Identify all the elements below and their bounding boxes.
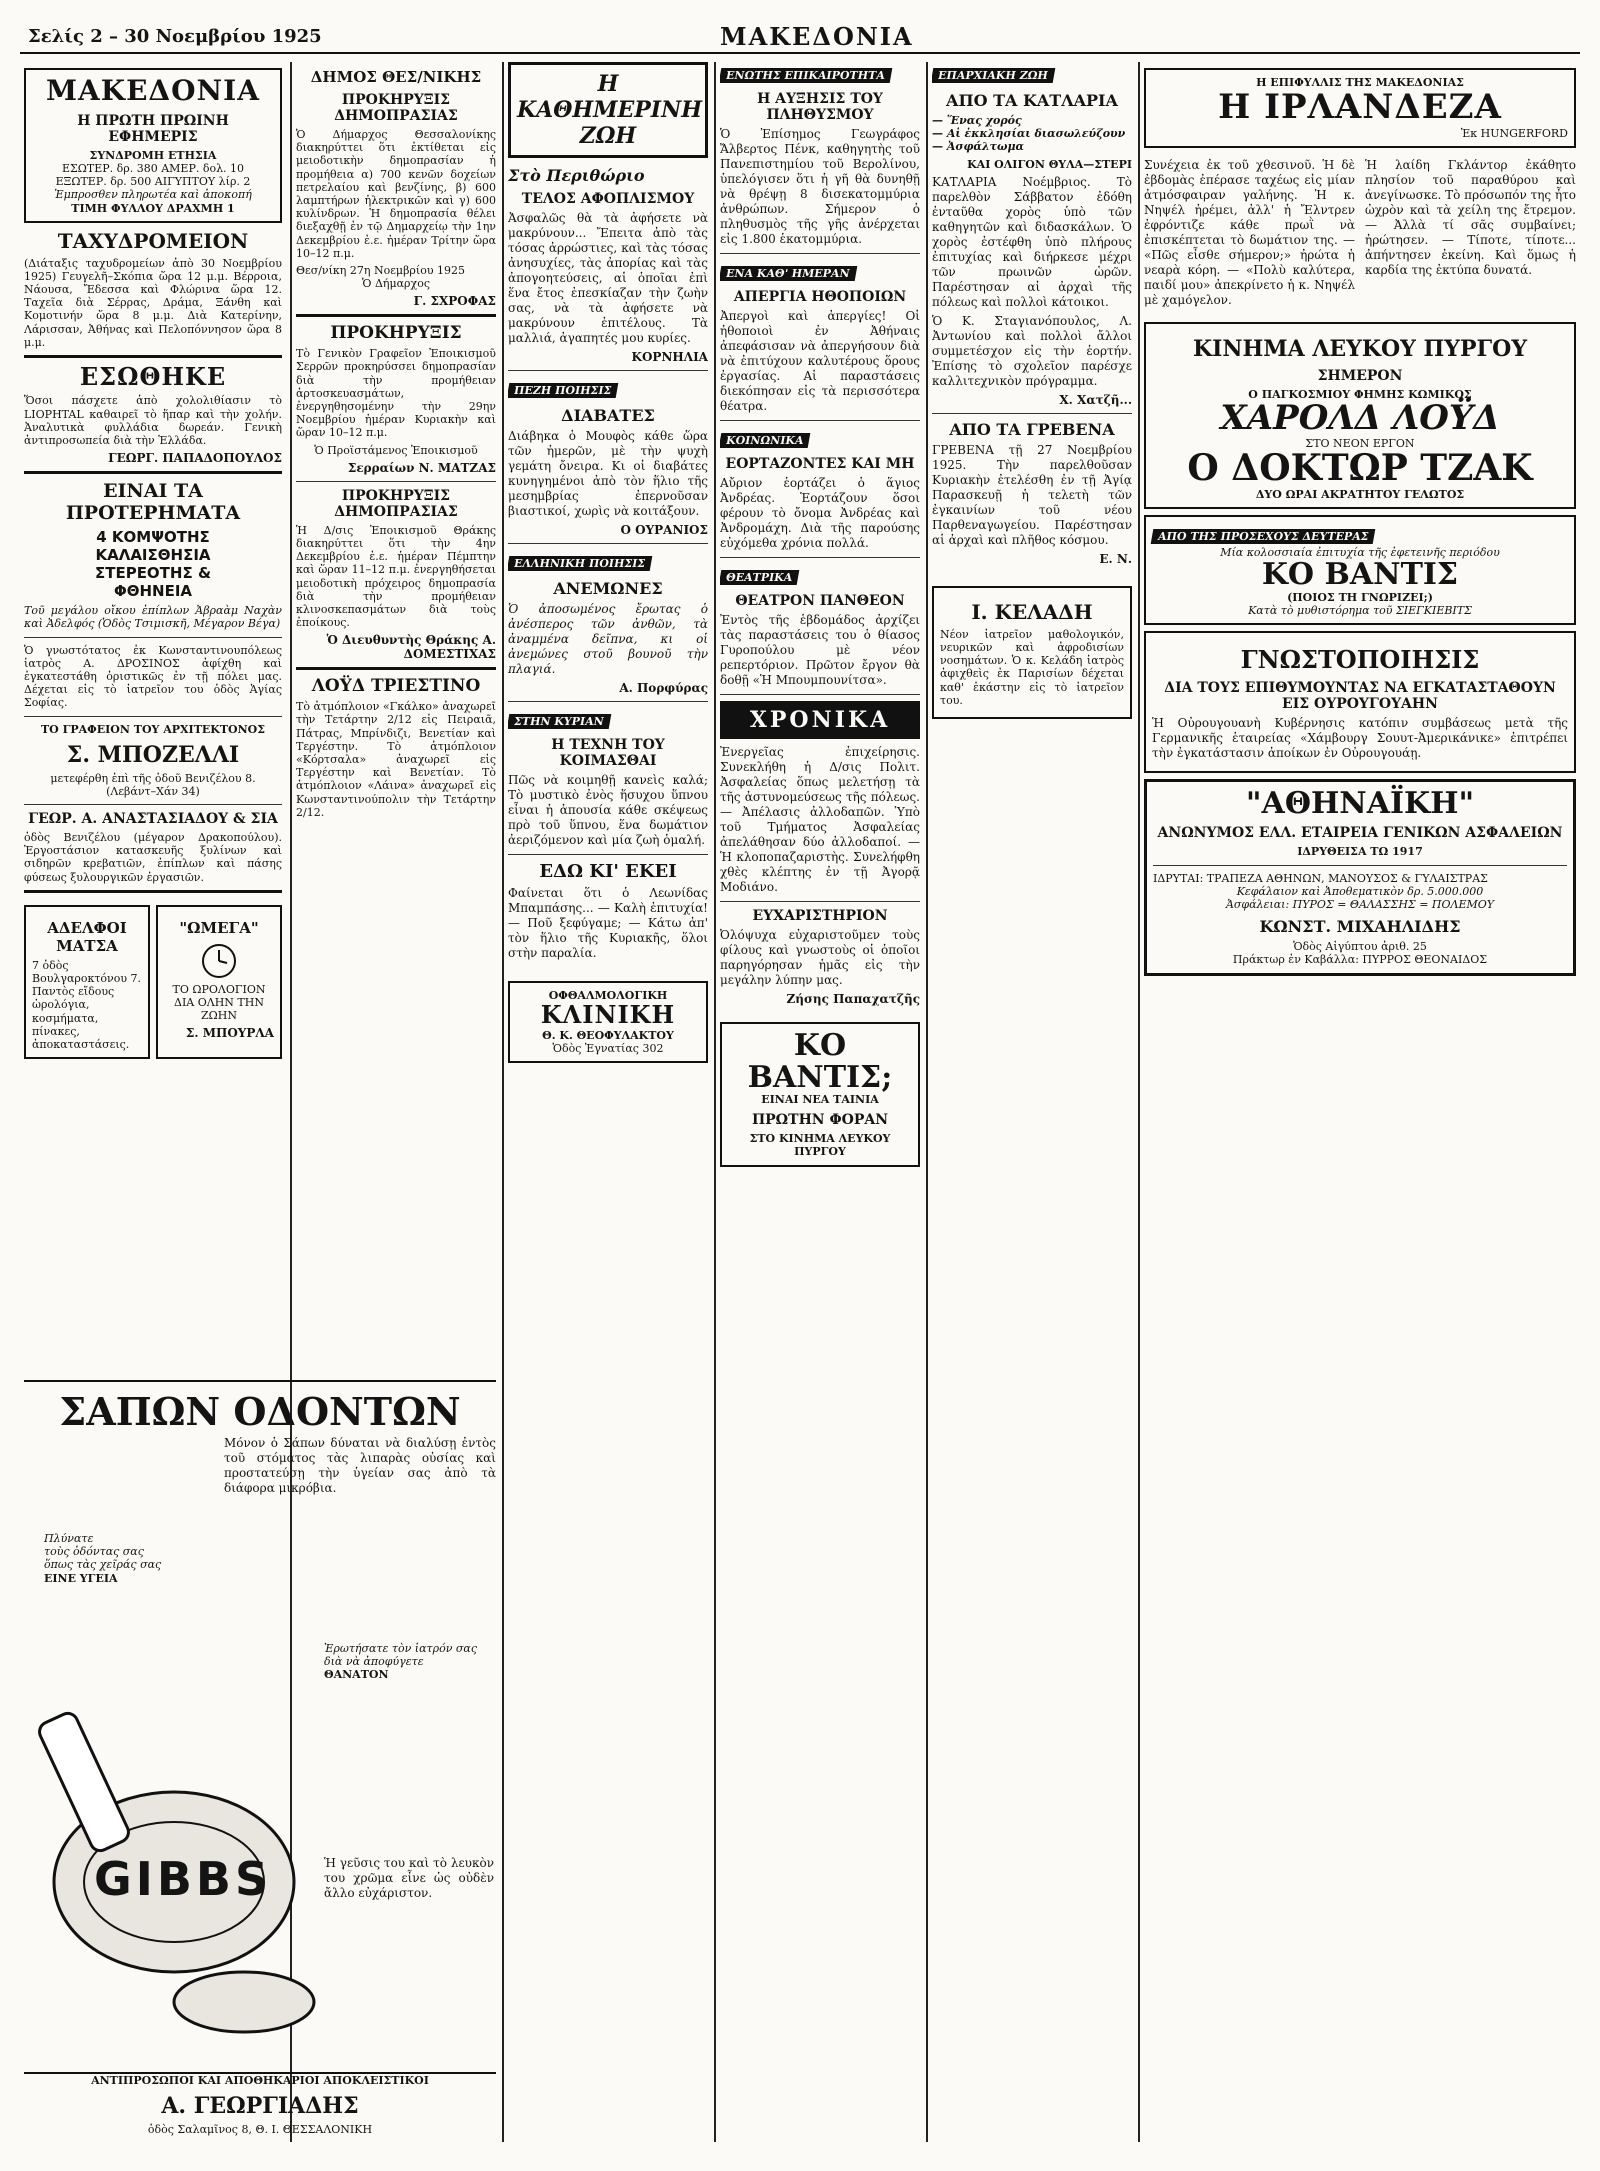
koinonika-text: Αὔριον ἑορτάζει ὁ ἅγιος Ἀνδρέας. Ἑορτάζουν ὅσοι φέρουν τὸ ὄνομα Ἀνδρέας καὶ Ἀνδρομάχη. Διὰ τῆς παρούσης εὐχόμεθα χρόνια πολλά. [720, 476, 920, 550]
grevena-text: ΓΡΕΒΕΝΑ τῇ 27 Νοεμβρίου 1925. Τὴν παρελθοῦσαν Κυριακὴν ἐτελέσθη ἐν τῇ Ἀγίᾳ Παρασκευῇ ἡ τελετὴ τῶν ἐγκαινίων τοῦ νέου Παρθεναγωγείου. Παρέστησαν αἱ ἀρχαὶ καὶ πλῆθος κόσμου. [932, 442, 1132, 547]
gibbs-brand: GIBBS [94, 1852, 273, 1906]
column-4 [720, 62, 920, 2142]
soap-side [44, 1532, 204, 1585]
serial-author: Ἐκ HUNGERFORD [1460, 126, 1568, 140]
protimata-line: ΦΘΗΝΕΙΑ [113, 582, 193, 601]
omega-text: ΤΟ ΩΡΟΛΟΓΙΟΝ ΔΙΑ ΟΛΗΝ ΤΗΝ ΖΩΗΝ [172, 982, 266, 1023]
serial-text: Συνέχεια ἐκ τοῦ χθεσινοῦ. Ἡ δὲ ἐβδομὰς ἐπέρασε ταχέως εἰς μίαν ἀτμόσφαιραν γαλήνης. Ἡ κ. Νηψέλ ἠρέμει, ἀλλ' ἡ Ἔλντρεν ἐφρόντιζε κάθε πρωῒ νὰ ἐπισκέπτεται τὸ δωμάτιον της. — «Πῶς εἶσθε σήμερον;» ἠρώτα ἡ νεαρὰ κόρη. — «Πολὺ καλύτερα, παιδί μου» ἀπεκρίνετο ἡ κ. Νηψέλ μὲ χαμόγελον. [1144, 157, 1355, 307]
kinima-day: ΣΗΜΕΡΟΝ [1317, 367, 1403, 384]
serial-kicker: Η ΕΠΙΦΥΛΛΙΣ ΤΗΣ ΜΑΚΕΔΟΝΙΑΣ [1256, 76, 1464, 89]
section-title: Στὸ Περιθώριο [508, 166, 645, 185]
lloyd-text: Τὸ ἀτμόπλοιον «Γκάλκο» ἀναχωρεῖ τὴν Τετάρτην 2/12 εἰς Πειραιᾶ, Πάτρας, Μπρίνδιζι, Βενετίαν καὶ Τεργέστην. Τὸ ἀτμόπλοιον «Κόρτσαλα» ἀναχωρεῖ εἰς Τεργέστην καὶ Βενετίαν. Τὸ ἀτμόπλοιον «Λάινα» ἀναχωρεῖ εἰς Κωνσταντινούπολιν τὴν Τετάρτην 2/12. [296, 700, 496, 819]
poem-kicker: ΠΕΖΗ ΠΟΙΗΣΙΣ [508, 383, 619, 398]
chronika-title: ΧΡΟΝΙΚΑ [749, 707, 891, 733]
protimata-line: ΣΤΕΡΕΟΤΗΣ & [94, 564, 212, 583]
column-2 [296, 62, 496, 1372]
column-rule [502, 62, 504, 2142]
katlaria-heading: ΑΠΟ ΤΑ ΚΑΤΛΑΡΙΑ [946, 91, 1118, 110]
masthead-box [24, 68, 282, 223]
ophthalmology-name: Θ. Κ. ΘΕΟΦΥΛΑΚΤΟΥ [542, 1028, 674, 1042]
ophthalmology-address: Ὁδὸς Ἐγνατίας 302 [552, 1041, 664, 1055]
athinaiki-agent: ΚΩΝΣΤ. ΜΙΧΑΗΛΙΔΗΣ [1259, 917, 1461, 937]
matsa-title: ΑΔΕΛΦΟΙ ΜΑΤΣΑ [47, 918, 127, 955]
gnostopoiisis-text: Ἡ Οὐρουγουανὴ Κυβέρνησις κατόπιν συμβάσεως μετὰ τῆς Γερμανικῆς ἑταιρείας «Χάμβουργ Σουυτ-Ἀμερικάνικε» ἐπιτρέπει τὴν ἐγκατάστασιν ἀποίκων ἐν Οὐρουγουάῃ. [1152, 715, 1568, 760]
prok2-signature: Ὁ Διευθυντὴς Θράκης Α. ΔΟΜΕΣΤΙΧΑΣ [326, 633, 496, 662]
protimata-line: ΚΑΛΑΙΣΘΗΣΙΑ [95, 546, 211, 565]
prok-title: ΠΡΟΚΗΡΥΞΙΣ [330, 323, 462, 344]
deutera-kicker: ΑΠΟ ΤΗΣ ΠΡΟΣΕΧΟΥΣ ΔΕΥΤΕΡΑΣ [1151, 529, 1376, 544]
matsa-text: 7 ὁδὸς Βουλγαροκτόνου 7. Παντὸς εἴδους ὡρολόγια, κοσμήματα, πίνακες, ἀποκαταστάσεις. [32, 958, 142, 1051]
koinonika-title: ΕΟΡΤΑΖΟΝΤΕΣ ΚΑΙ ΜΗ [725, 456, 915, 472]
esoteric-title: ΕΣΩΘΗΚΕ [79, 362, 227, 392]
dimos-signature: Γ. ΣΧΡΟΦΑΣ [413, 294, 496, 309]
dimos-place: Θεσ/νίκη 27η Νοεμβρίου 1925 [296, 263, 466, 277]
kovantis-line: ΕΙΝΑΙ ΝΕΑ ΤΑΙΝΙΑ [761, 1093, 879, 1106]
paper-name: ΜΑΚΕΔΟΝΙΑ [720, 22, 914, 51]
soap-ad [24, 1380, 496, 2152]
soap-agent-name: Α. ΓΕΩΡΓΙΑΔΗΣ [161, 2093, 359, 2120]
anastasiadou-text: ὁδὸς Βενιζέλου (μέγαρον Δρακοπούλου). Ἐργοστάσιον κατασκευῆς ξυλίνων καὶ σιδηρῶν κρεβατιῶν, ἐπίπλων καὶ πάσης φύσεως ξυλουργικῶν ἐργασιῶν. [24, 831, 282, 884]
athinaiki-title: "ΑΘΗΝΑΪΚΗ" [1245, 785, 1475, 821]
kinima-title: ΚΙΝΗΜΑ ΛΕΥΚΟΥ ΠΥΡΓΟΥ [1192, 335, 1528, 362]
kathimerini-banner [508, 62, 708, 158]
bozelli-heading: ΤΟ ΓΡΑΦΕΙΟΝ ΤΟΥ ΑΡΧΙΤΕΚΤΟΝΟΣ [40, 722, 266, 736]
population-text: Ὁ Ἐπίσημος Γεωγράφος Ἄλβερτος Πένκ, καθηγητὴς τοῦ Πανεπιστημίου τοῦ Βερολίνου, ὑπελόγισεν ὅτι ἡ γῆ θὰ δυνηθῇ νὰ θρέψῃ 8 δισεκατομμύρια ἀνθρώπων. Σήμερον ὁ πληθυσμὸς τῆς γῆς ἀνέρχεται εἰς 1.800 ἑκατομμύρια. [720, 127, 920, 246]
serial-text-2: Ἡ λαίδη Γκλάντορ ἐκάθητο πλησίον τοῦ παραθύρου καὶ ἀνεγίνωσκε. Τὸ πρόσωπόν της ἦτο ὠχρὸν καὶ τὰ χείλη της ἔτρεμον. — Ἀλλὰ τί σᾶς συμβαίνει; ἠρώτησεν. — Τίποτε, τίποτε... ἀπήντησεν ἐκείνη. Καὶ ὅμως ἡ καρδία της ἐκτύπα δυνατά. [1365, 157, 1576, 277]
subscription-line: ΕΣΩΤΕΡ. δρ. 380 ΑΜΕΡ. δολ. 10 [61, 161, 245, 175]
ophthalmology-sub: ΟΦΘΑΛΜΟΛΟΓΙΚΗ [548, 989, 668, 1002]
kyria-text: Πῶς νὰ κοιμηθῇ κανεὶς καλά; Τὸ μυστικὸ ἐνὸς ἥσυχου ὕπνου εἶναι ἡ ἀπουσία κάθε σκέψεως πρὸ τοῦ ὕπνου, ἕνα δωμάτιον ἀεριζόμενον καὶ μία ζωὴ ὁμαλή. [508, 773, 708, 847]
kovantis-line: ΠΡΩΤΗΝ ΦΟΡΑΝ [751, 1112, 889, 1129]
edo-text: Φαίνεται ὅτι ὁ Λεωνίδας Μπαμπάσης... — Καλὴ ἐπιτυχία! — Ποῦ ξεφύγαμε; — Κάτω ἀπ' τὸν ἥλιο τῆς Κυριακῆς, ὅλοι στὴν παραλία. [508, 886, 708, 960]
column-3 [508, 62, 708, 2142]
anthology-kicker: ΕΛΛΗΝΙΚΗ ΠΟΙΗΣΙΣ [508, 556, 652, 571]
masthead-title: ΜΑΚΕΔΟΝΙΑ [46, 74, 260, 107]
subscription-label: ΣΥΝΔΡΟΜΗ ΕΤΗΣΙΑ [89, 148, 217, 162]
prok2-text: Ἡ Δ/σις Ἐποικισμοῦ Θράκης διακηρύττει ὅτι τὴν 4ην Δεκεμβρίου ἐ.ε. ἡμέραν Πέμπτην καὶ ὥραν 11–12 π.μ. ἐνεργηθήσεται μειοδοτικὴ πρόχειρος δημοπρασία διὰ τὴν προμήθειαν κλινοσκεπασμάτων διὰ τοὺς ἐποίκους. [296, 523, 496, 630]
soap-agent-label: ΑΝΤΙΠΡΟΣΩΠΟΙ ΚΑΙ ΑΠΟΘΗΚΑΡΙΟΙ ΑΠΟΚΛΕΙΣΤΙΚΟΙ [91, 2074, 429, 2087]
grevena-signature: Ε. Ν. [1099, 551, 1132, 566]
article-text: Ἀσφαλῶς θὰ τὰ ἀφήσετε νὰ μακρύνουν... Ἔπειτα ἀπὸ τὰς τόσας ἀρρώστιες, καὶ τὰς τόσας ἀνησυχίες, τὰς ἀπορίας καὶ τὰς ἀπογοητεύσεις, αἱ ὁποῖαι ἐπὶ ἕνα ἔτος ἐπεσκίαζαν τὴν ζωὴν σας, νὰ τὰ ἀφήσετε νὰ μακρύνουν ἐπιτέλους. Τὰ μαλλιά, ἀγαπητές μου κυρίες. [508, 211, 708, 345]
kinima-note: ΔΥΟ ΩΡΑΙ ΑΚΡΑΤΗΤΟΥ ΓΕΛΩΤΟΣ [1255, 487, 1465, 501]
kovantis-ad [720, 1022, 920, 1167]
kinima-sub: Ο ΠΑΓΚΟΣΜΙΟΥ ΦΗΜΗΣ ΚΩΜΙΚΟΣ [1248, 387, 1472, 401]
prok-signature: Σερραίων Ν. ΜΑΤΖΑΣ [347, 460, 496, 475]
column-rule [926, 62, 928, 2142]
issue-price: ΤΙΜΗ ΦΥΛΛΟΥ ΔΡΑΧΜΗ 1 [71, 201, 235, 215]
column-6 [1144, 62, 1576, 2142]
soap-right-line: Ἐρωτήσατε τὸν ἰατρόν σας [324, 1642, 478, 1655]
theatrika-kicker: ΘΕΑΤΡΙΚΑ [720, 570, 800, 585]
bullet-item: — Αἱ ἐκκλησίαι διασωλεύζουν [932, 127, 1126, 141]
protimata-text: Τοῦ μεγάλου οἴκου ἐπίπλων Ἀβραὰμ Ναχὰν καὶ Ἀδελφός (Ὁδὸς Τσιμισκῆ, Μέγαρον Βέγα) [24, 604, 282, 631]
bozelli-text: μετεφέρθη ἐπὶ τῆς ὁδοῦ Βενιζέλου 8. (Λεβάντ–Χάν 34) [50, 771, 256, 798]
article-heading: ΤΕΛΟΣ ΑΦΟΠΛΙΣΜΟΥ [521, 191, 695, 207]
efxaristirion-title: ΕΥΧΑΡΙΣΤΗΡΙΟΝ [752, 908, 888, 924]
apergia-kicker: ΕΝΑ ΚΑΘ' ΗΜΕΡΑΝ [720, 266, 857, 281]
top-header-bar [20, 12, 1580, 54]
athinaiki-year: ΙΔΡΥΘΕΙΣΑ ΤΩ 1917 [1297, 845, 1423, 859]
subscription-note: Ἐμπροσθεν πληρωτέα καὶ ἀποκοπή [54, 188, 252, 202]
lloyd-title: ΛΟΫΔ ΤΡΙΕΣΤΙΝΟ [311, 676, 481, 697]
column-rule [1138, 62, 1140, 2142]
post-title: ΤΑΧΥΔΡΟΜΕΙΟΝ [57, 228, 249, 253]
protimata-line: 4 ΚΟΜΨΟΤΗΣ [96, 528, 210, 547]
theatrika-title: ΘΕΑΤΡΟΝ ΠΑΝΘΕΟΝ [735, 593, 905, 609]
kinima-ad [1144, 322, 1576, 509]
gnostopoiisis-title: ΓΝΩΣΤΟΠΟΙΗΣΙΣ [1240, 644, 1480, 674]
ophthalmology-ad [508, 981, 708, 1063]
athinaiki-line: Ἀσφάλειαι: ΠΥΡΟΣ = ΘΑΛΑΣΣΗΣ = ΠΟΛΕΜΟΥ [1225, 897, 1495, 911]
column-rule [714, 62, 716, 2142]
athinaiki-line: Κεφάλαιον καὶ Ἀποθεματικὸν δρ. 5.000.000 [1236, 884, 1484, 898]
deutera-note: Κατὰ τὸ μυθιστόρημα τοῦ ΣΙΕΓΚΙΕΒΙΤΣ [1248, 603, 1472, 617]
soap-footer [24, 2072, 496, 2136]
gnostopoiisis-ad [1144, 631, 1576, 773]
apergia-title: ΑΠΕΡΓΙΑ ΗΘΟΠΟΙΩΝ [733, 289, 907, 305]
keladi-ad [932, 586, 1132, 719]
efxaristirion-text: Ὀλόψυχα εὐχαριστοῦμεν τοὺς φίλους καὶ γνωστοὺς οἱ ὁποῖοι παρηγόρησαν ἡμᾶς εἰς τὴν μεγάλην λύπην μας. [720, 928, 920, 987]
esoteric-text: Ὅσοι πάσχετε ἀπὸ χολολιθίασιν τὸ LIOPHTAL καθαιρεῖ τὸ ἥπαρ καὶ τὴν χολήν. Ἀναλυτικὰ φυλλάδια δωρεάν. Γενικὴ ἀντιπροσωπεία διὰ τὴν Ἑλλάδα. [24, 394, 282, 447]
chronika-banner [720, 701, 920, 739]
kinima-new: ΣΤΟ ΝΕΟΝ ΕΡΓΟΝ [1305, 436, 1415, 450]
dimos-subtitle: ΠΡΟΚΗΡΥΞΙΣ ΔΗΜΟΠΡΑΣΙΑΣ [334, 92, 458, 124]
athinaiki-sub: ΑΝΩΝΥΜΟΣ ΕΛΛ. ΕΤΑΙΡΕΙΑ ΓΕΝΙΚΩΝ ΑΣΦΑΛΕΙΩΝ [1157, 825, 1563, 842]
omega-ad [156, 905, 282, 1059]
anthology-signature: Α. Πορφύρας [619, 681, 708, 695]
prok-text: Τὸ Γενικὸν Γραφεῖον Ἐποικισμοῦ Σερρῶν προκηρύσσει δημοπρασίαν διὰ τὴν προμήθειαν ἀρτοσκευασμάτων, ἐνεργηθησομένην τὴν 29ην Νοεμβρίου ἡμέραν Κυριακὴν καὶ ὥραν 10–12 π.μ. [296, 347, 496, 440]
serial-header [1144, 68, 1576, 148]
population-heading: Η ΑΥΞΗΣΙΣ ΤΟΥ ΠΛΗΘΥΣΜΟΥ [757, 91, 883, 123]
poem-text: Διάβηκα ὁ Μουφὸς κάθε ὥρα τῶν ἡμερῶν, μὲ τὴν ψυχὴ γεμάτη ὄνειρα. Κι οἱ διαβάτες κυνηγημένοι ἀπὸ τὸν ἥλιο τῆς μεσημβρίας ἐπερνοῦσαν βιαστικοί, χωρὶς νὰ κοιτάξουν. [508, 429, 708, 518]
post-text: (Διάταξις ταχυδρομείων ἀπὸ 30 Νοεμβρίου 1925) Γευγελῆ–Σκόπια ὥρα 12 μ.μ. Βέρροια, Νάουσα, Ἔδεσσα καὶ Φλώρινα ὥρα 12. Ταχεῖα διὰ Σέρρας, Δράμα, Ξάνθη καὶ Κομοτινήν ὥρα 8 μ.μ. Διὰ Κατερίνην, Λάρισσαν, Ἀθήνας καὶ Πελοπόννησον ὥρα 8 μ.μ. [24, 256, 282, 349]
dimos-role: Ὁ Δήμαρχος [362, 277, 430, 291]
kovantis-title: ΚΟ ΒΑΝΤΙΣ; [747, 1028, 893, 1095]
grevena-heading: ΑΠΟ ΤΑ ΓΡΕΒΕΝΑ [949, 419, 1115, 439]
keladi-title: Ι. ΚΕΛΑΔΗ [971, 599, 1093, 624]
article-signature: ΚΟΡΝΗΛΙΑ [631, 350, 708, 364]
efxaristirion-signature: Ζήσης Παπαχατζῆς [786, 992, 920, 1006]
column-5 [932, 62, 1132, 2142]
kathimerini-title: Η ΚΑΘΗΜΕΡΙΝΗ ΖΩΗ [517, 71, 702, 149]
poem-title: ΔΙΑΒΑΤΕΣ [561, 406, 655, 425]
omega-title: "ΩΜΕΓΑ" [179, 918, 259, 937]
anastasiadou-title: ΓΕΩΡ. Α. ΑΝΑΣΤΑΣΙΑΔΟΥ & ΣΙΑ [28, 811, 278, 828]
soap-side-line: ὅπως τὰς χεῖράς σας [44, 1558, 162, 1572]
soap-title: ΣΑΠΩΝ ΟΔΟΝΤΩΝ [59, 1389, 461, 1434]
clock-icon [199, 941, 239, 981]
soap-right-line: ΘΑΝΑΤΟΝ [324, 1668, 389, 1682]
soap-right-line: διὰ νὰ ἀποφύγετε [324, 1655, 424, 1669]
enotita-kicker: ΕΝΩΤΗΣ ΕΠΙΚΑΙΡΟΤΗΤΑ [720, 68, 892, 83]
masthead-subtitle: Η ΠΡΩΤΗ ΠΡΩΙΝΗ ΕΦΗΜΕΡΙΣ [77, 112, 229, 145]
edo-title: ΕΔΩ ΚΙ' ΕΚΕΙ [539, 861, 677, 882]
poem-signature: Ο ΟΥΡΑΝΙΟΣ [620, 523, 708, 537]
theatrika-text: Ἐντὸς τῆς ἑβδομάδος ἀρχίζει τὰς παραστάσεις του ὁ θίασος Γυροπούλου μὲ νέον ρεπερτόριον. Πρῶτον ἔργον θὰ δοθῇ «Ἡ Μπουμπουνίτσα». [720, 613, 920, 687]
dimos-text: Ὁ Δήμαρχος Θεσσαλονίκης διακηρύττει ὅτι ἐκτίθεται εἰς μειοδοτικὴν δημοπρασίαν ἡ προμήθεια α) 700 κενῶν δοχείων πετρελαίου καὶ βενζίνης, β) 600 λαμπτήρων ἠλεκτρικῶν καὶ γ) 600 κυλίνδρων. Ἡ δημοπρασία θέλει διεξαχθῇ ἐν τῷ Δημαρχείῳ τὴν 1ην Δεκεμβρίου ἐ.ε. ἡμέραν Τρίτην ὥρα 10–12 π.μ. [296, 128, 496, 260]
matsa-ad [24, 905, 150, 1059]
soap-right [324, 1642, 494, 1682]
katlaria-subheading: ΚΑΙ ΟΛΙΓΟΝ ΘΥΛΑ—ΣΤΕΡΙ [967, 157, 1132, 171]
kinima-film: Ο ΔΟΚΤΩΡ ΤΖΑΚ [1187, 446, 1533, 489]
dimos-title: ΔΗΜΟΣ ΘΕΣ/ΝΙΚΗΣ [310, 68, 482, 86]
anthology-title: ΑΝΕΜΩΝΕΣ [553, 579, 663, 598]
soap-text: Μόνον ὁ Σάπων δύναται νὰ διαλύσῃ ἐντὸς τοῦ στόματος τὰς λιπαρὰς οὐσίας καὶ προστατεύσῃ τὴν ὑγείαν σας ἀπὸ τὰ διάφορα μικρόβια. [224, 1435, 496, 1495]
kovantis-line: ΣΤΟ ΚΙΝΗΜΑ ΛΕΥΚΟΥ ΠΥΡΓΟΥ [749, 1132, 891, 1159]
kyria-kicker: ΣΤΗΝ ΚΥΡΙΑΝ [508, 714, 611, 729]
soap-side-line: Πλύνατε [44, 1532, 94, 1545]
issue-date: Σελίς 2 – 30 Νοεμβρίου 1925 [28, 26, 322, 47]
soap-side-line: ΕΙΝΕ ΥΓΕΙΑ [44, 1571, 118, 1585]
anthology-text: Ὁ ἀποσωμένος ἔρωτας ὁ ἀνέσπερος τῶν ἀνθῶν, τὰ ἀναμμένα δεῖπνα, κι οἱ ἀνεμώνες στοῦ βουνοῦ τὴν πλαγιά. [508, 602, 708, 676]
katlaria-text: ΚΑΤΛΑΡΙΑ Νοέμβριος. Τὸ παρελθὸν Σάββατον ἐδόθη ἐνταῦθα χορὸς ὑπὸ τῶν καθηγητῶν καὶ διδασκάλων. Ὁ χορὸς ἐστέφθη ὑπὸ πλήρους ἐπιτυχίας καὶ διήρκεσε μέχρι τῶν πρωινῶν ὡρῶν. Παρέστησαν αἱ ἀρχαὶ τῆς πόλεως καὶ πολλοὶ κάτοικοι. [932, 174, 1132, 309]
deutera-text: Μία κολοσσιαία ἐπιτυχία τῆς ἐφετεινῆς περιόδου [1220, 545, 1500, 559]
deutera-question: (ΠΟΙΟΣ ΤΗ ΓΝΩΡΙΖΕΙ;) [1287, 590, 1433, 604]
keladi-text: Νέον ἰατρεῖον μαθολογικόν, νευρικῶν καὶ ἀφροδισίων νοσημάτων. Ὁ κ. Κελάδη ἰατρὸς ἀφιχθεὶς ἐκ Παρισίων δέχεται καθ' ἑκάστην εἰς τὸ ἰατρεῖον του. [940, 627, 1124, 707]
athinaiki-kavala: Πράκτωρ ἐν Καβάλλα: ΠΥΡΡΟΣ ΘΕΟΝΑΙΔΟΣ [1232, 953, 1488, 967]
bullet-item: — Ἀσφάλτωμα [932, 140, 1024, 154]
protimata-title: ΕΙΝΑΙ ΤΑ ΠΡΟΤΕΡΗΜΑΤΑ [65, 480, 241, 525]
athinaiki-ad [1144, 779, 1576, 976]
prok-role: Ὁ Προϊστάμενος Ἐποικισμοῦ [314, 443, 478, 457]
koinonika-kicker: ΚΟΙΝΩΝΙΚΑ [720, 433, 811, 448]
subscription-line: ΕΞΩΤΕΡ. δρ. 500 ΑΙΓΥΠΤΟΥ λίρ. 2 [55, 175, 251, 189]
kinima-star: ΧΑΡΟΛΔ ΛΟΫΔ [1220, 397, 1500, 438]
gibbs-text: Ἡ γεῦσις του καὶ τὸ λευκὸν του χρῶμα εἶνε ὡς οὐδὲν ἄλλο εὐχάριστον. [324, 1856, 494, 1900]
soap-agent-address: ὁδὸς Σαλαμῖνος 8, Θ. Ι. ΘΕΣΣΑΛΟΝΙΚΗ [147, 2123, 373, 2137]
ophthalmology-title: ΚΛΙΝΙΚΗ [540, 1000, 676, 1030]
esoteric-signature: ΓΕΩΡΓ. ΠΑΠΑΔΟΠΟΥΛΟΣ [108, 451, 282, 466]
soap-side-line: τοὺς ὀδόντας σας [44, 1545, 144, 1559]
column-1 [24, 62, 282, 1372]
deutera-title: ΚΟ ΒΑΝΤΙΣ [1261, 557, 1459, 592]
apergia-text: Ἀπεργοὶ καὶ ἀπεργίες! Οἱ ἠθοποιοὶ ἐν Ἀθήναις ἀπεφάσισαν νὰ ἀπεργήσουν διὰ νὰ ἐπιτύχουν καλυτέρους ὅρους ἐργασίας. Αἱ παραστάσεις διεκόπησαν εἰς τὰ περισσότερα θέατρα. [720, 309, 920, 413]
bozelli-name: Σ. ΜΠΟΖΕΛΛΙ [66, 741, 240, 768]
athinaiki-address: Ὁδὸς Αἰγύπτου ἀριθ. 25 [1293, 940, 1427, 954]
bullet-item: — Ἕνας χορός [932, 114, 1022, 127]
serial-title: Η ΙΡΛΑΝΔΕΖΑ [1218, 87, 1502, 128]
katlaria-signature: Χ. Χατζῆ... [1059, 392, 1132, 407]
chronika-text: Ἐνεργεῖας ἐπιχείρησις. Συνεκλήθη ἡ Δ/σις Πολιτ. Ἀσφαλείας ὅπως μελετήσῃ τὰ τῆς ἀστυνομεύσεως τῆς πόλεως. — Ἀπέλασις ἀλλοδαπῶν. Ὑπὸ τοῦ Τμήματος Ἀσφαλείας ἀπελάθησαν δύο ἀλλοδαποί. — Ἡ κλοποπαζαριστὴς. Συνελήφθη χθὲς κλέπτης ἐν τῇ Ἀγορᾷ Μοδιάνο. [720, 745, 920, 894]
katlaria-text-2: Ὁ Κ. Σταγιανόπουλος, Λ. Ἀντωνίου καὶ πολλοὶ ἄλλοι συμμετέσχον εἰς τὴν ἑορτήν. Ἐπίσης τὸ σχολεῖον παρέσχε καλλιτεχνικὸν πρόγραμμα. [932, 313, 1132, 388]
prok2-title: ΠΡΟΚΗΡΥΞΙΣ ΔΗΜΟΠΡΑΣΙΑΣ [334, 487, 458, 520]
deutera-ad [1144, 515, 1576, 625]
omega-signature: Σ. ΜΠΟΥΡΛΑ [185, 1026, 274, 1041]
eparxiaki-kicker: ΕΠΑΡΧΙΑΚΗ ΖΩΗ [932, 68, 1055, 83]
drosinos-text: Ὁ γνωστότατος ἐκ Κωνσταντινουπόλεως ἰατρὸς Α. ΔΡΟΣΙΝΟΣ ἀφίχθη καὶ ἐγκατεστάθη ὁριστικῶς ἐν τῇ πόλει μας. Δέχεται εἰς τὸ ἰατρεῖον του ὁδὸς Ἁγίας Σοφίας. [24, 643, 282, 710]
athinaiki-line: ΙΔΡΥΤΑΙ: ΤΡΑΠΕΖΑ ΑΘΗΝΩΝ, ΜΑΝΟΥΣΟΣ & ΓΥΛΑΙΣΤΡΑΣ [1153, 871, 1488, 885]
kyria-title: Η ΤΕΧΝΗ ΤΟΥ ΚΟΙΜΑΣΘΑΙ [551, 737, 665, 769]
gnostopoiisis-sub: ΔΙΑ ΤΟΥΣ ΕΠΙΘΥΜΟΥΝΤΑΣ ΝΑ ΕΓΚΑΤΑΣΤΑΘΟΥΝ ΕΙΣ ΟΥΡΟΥΓΟΥΑΗΝ [1164, 679, 1556, 712]
